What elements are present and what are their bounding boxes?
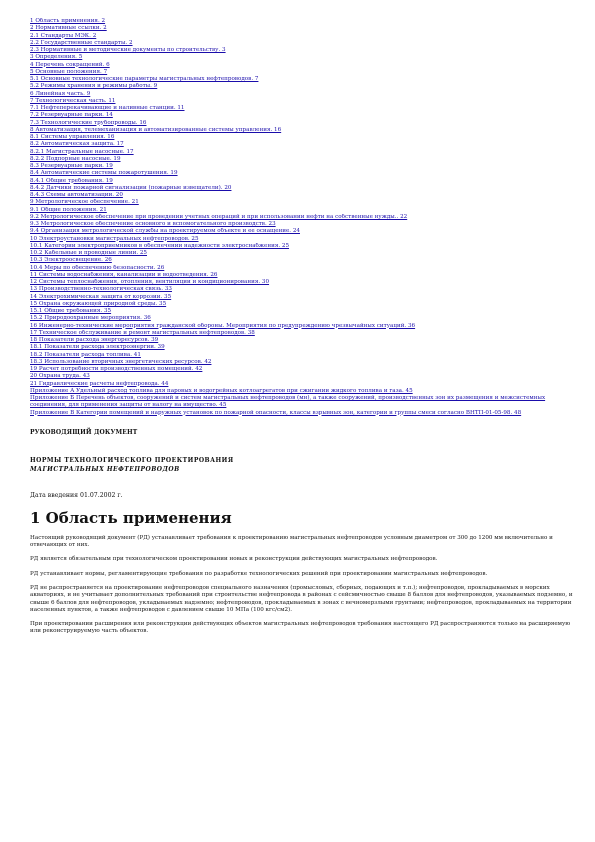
toc-item	[30, 257, 575, 264]
toc-item	[30, 272, 575, 279]
toc-link[interactable]: 2.2 Государственные стандарты. 2	[30, 39, 133, 46]
toc-item	[30, 105, 575, 112]
toc-item	[30, 323, 575, 330]
paragraph: Настоящий руководящий документ (РД) устанавливает требования к проектированию магистральных нефтепроводов условным диаметром от 300 до 1200 мм включительно и отвечающих от них.	[30, 534, 553, 549]
toc-item	[30, 315, 575, 322]
toc-link[interactable]: 8.4.3 Схемы автоматизации. 20	[30, 192, 123, 198]
toc-item	[30, 286, 575, 293]
toc-link[interactable]: 9.4 Организация метрологической службы на проектируемом объекте и ее оснащение. 24	[30, 228, 300, 235]
paragraph: РД не распространяется на проектирование нефтепроводов специального назначения (промысловых, сборных, подающих и т.п.); нефтепроводов, прокладываемых в морских акваториях, и не учитывает дополнительных требований при строительстве нефтепровода в районах с сейсмичностью свыше 8 баллов для нефтепроводов, указываемых подземно, и свыше 6 баллов для нефтепроводов, укладываемых надземно; нефтепроводов, прокладываемых в зонах с вечномерзлыми грунтами; нефтепроводов, прокладываемых на территории населенных пунктов, а также нефтепроводов с давлением свыше 10 МПа (100 кгс/см2).	[30, 584, 573, 613]
toc-link[interactable]: 21 Гидравлические расчеты нефтепровода. 44	[30, 380, 169, 387]
toc-item	[30, 236, 575, 243]
paragraph: При проектировании расширения или реконструкции действующих объектов магистральных нефтепроводов требования настоящего РД распространяются только на расширяемую или реконструируемую часть объектов.	[30, 621, 571, 635]
toc-link[interactable]: 10 Электроустановки магистральных нефтепроводов. 25	[30, 235, 199, 242]
toc-item	[30, 265, 575, 272]
toc-link[interactable]: 12 Системы теплоснабжения, отопления, вентиляции и кондиционирования. 30	[30, 279, 270, 285]
toc-item	[30, 33, 575, 40]
toc-item	[30, 373, 575, 380]
toc-link[interactable]: 8.4.1 Общие требования. 19	[30, 177, 113, 184]
paragraph: РД устанавливает нормы, регламентирующие требования по разработке технологических решений при проектировании магистральных нефтепроводов.	[30, 570, 488, 577]
toc-item	[30, 352, 575, 359]
toc-link[interactable]: 14 Электрохимическая защита от коррозии. 35	[30, 293, 172, 300]
table-of-contents	[30, 18, 575, 417]
toc-link[interactable]: Приложение Б Перечень объектов, сооружений и систем магистральных нефтепроводов (мн), а также сооружений, производственных зон их размещения и межсистемных соединения, для применения защиты от налогу на имущество. 45	[30, 395, 546, 409]
toc-item	[30, 388, 575, 395]
toc-item	[30, 76, 575, 83]
section-heading: 1 Область применения	[30, 508, 232, 527]
toc-link[interactable]: 18.1 Показатели расхода электроэнергии. 39	[30, 344, 165, 351]
toc-link[interactable]: Приложение А Удельный расход топлива для паровых и водогрейных котлоагрегатов при сжигании жидкого топлива и газа. 45	[30, 387, 413, 394]
toc-link[interactable]: 9.1 Общие положения. 21	[30, 206, 107, 213]
toc-item	[30, 221, 575, 228]
toc-item	[30, 344, 575, 351]
toc-link[interactable]: 8.3 Резервуарные парки. 19	[30, 163, 113, 169]
toc-item	[30, 83, 575, 90]
toc-item	[30, 149, 575, 156]
toc-link[interactable]: 7.2 Резервуарные парки. 14	[30, 112, 113, 119]
toc-link[interactable]: 8.1 Системы управления. 16	[30, 134, 115, 140]
document-title	[30, 456, 575, 474]
toc-item	[30, 62, 575, 69]
toc-item	[30, 163, 575, 170]
toc-item	[30, 301, 575, 308]
toc-link[interactable]: 10.1 Категории электроприемников в обеспечении надежности электроснабжения. 25	[30, 242, 290, 249]
toc-item	[30, 54, 575, 61]
toc-link[interactable]: 15 Охрана окружающей природной среды. 35	[30, 300, 167, 307]
toc-item	[30, 134, 575, 141]
toc-item	[30, 199, 575, 206]
toc-link[interactable]: 18.3 Использование вторичных энергетических ресурсов. 42	[30, 358, 212, 365]
document-title-line-2: МАГИСТРАЛЬНЫХ НЕФТЕПРОВОДОВ	[30, 465, 180, 473]
toc-link[interactable]: 18.2 Показатели расхода топлива. 41	[30, 351, 141, 358]
toc-link[interactable]: 5.2 Режимы хранения и режимы работы. 9	[30, 83, 158, 90]
toc-link[interactable]: 3 Определения. 5	[30, 54, 83, 61]
toc-item	[30, 192, 575, 199]
toc-link[interactable]: 5.1 Основные технологические параметры магистральных нефтепроводов. 7	[30, 76, 259, 82]
toc-item	[30, 127, 575, 134]
document-page	[30, 18, 575, 643]
toc-link[interactable]: 2 Нормативные ссылки. 2	[30, 25, 107, 32]
toc-link[interactable]: 5 Основные положения. 7	[30, 68, 108, 75]
toc-item	[30, 120, 575, 127]
toc-item	[30, 170, 575, 177]
toc-item	[30, 18, 575, 25]
toc-link[interactable]: 9 Метрологическое обеспечение. 21	[30, 199, 139, 206]
toc-link[interactable]: 2.3 Нормативные и методические документы по строительству. 3	[30, 47, 226, 53]
toc-link[interactable]: 4 Перечень сокращений. 6	[30, 61, 110, 68]
toc-item	[30, 141, 575, 148]
toc-link[interactable]: 19 Расчет потребности производственных помещений. 42	[30, 366, 203, 372]
toc-item	[30, 91, 575, 98]
toc-link[interactable]: Приложение В Категории помещений и наружных установок по пожарной опасности, классы взрывных зон, категории и группы смеси согласно ВНТП-01-05-98. 48	[30, 409, 522, 416]
toc-link[interactable]: 17 Техническое обслуживание и ремонт магистральных нефтепроводов. 38	[30, 329, 255, 336]
toc-link[interactable]: 8.2.1 Магистральные насосные. 17	[30, 148, 134, 155]
toc-item	[30, 207, 575, 214]
toc-link[interactable]: 16 Инженерно-технические мероприятия гражданской обороны. Мероприятия по предупреждению чрезвычайных ситуаций. 36	[30, 322, 416, 329]
toc-link[interactable]: 8.4.2 Датчики пожарной сигнализации (пожарные извещатели). 20	[30, 184, 232, 191]
toc-link[interactable]: 10.4 Меры по обеспечению безопасности. 26	[30, 264, 165, 271]
toc-link[interactable]: 11 Системы водоснабжения, канализации и водоотведения. 26	[30, 271, 218, 278]
toc-item	[30, 69, 575, 76]
toc-item	[30, 25, 575, 32]
toc-item	[30, 112, 575, 119]
toc-link[interactable]: 18 Показатели расхода энергоресурсов. 39	[30, 337, 159, 343]
toc-item	[30, 40, 575, 47]
toc-item	[30, 228, 575, 235]
toc-link[interactable]: 8.4 Автоматические системы пожаротушения. 19	[30, 170, 178, 177]
section-body	[30, 535, 575, 636]
toc-item	[30, 185, 575, 192]
toc-link[interactable]: 8 Автоматизация, телемеханизация и автоматизированные системы управления. 16	[30, 126, 282, 133]
toc-item	[30, 395, 575, 410]
toc-link[interactable]: 13 Производственно-технологическая связь. 33	[30, 286, 172, 293]
toc-link[interactable]: 2.1 Стандарты МЭК. 2	[30, 32, 97, 39]
toc-link[interactable]: 7 Технологическая часть. 11	[30, 97, 116, 104]
toc-item	[30, 410, 575, 417]
toc-link[interactable]: 8.2.2 Подпорные насосные. 19	[30, 155, 121, 162]
toc-item	[30, 279, 575, 286]
document-kind: РУКОВОДЯЩИЙ ДОКУМЕНТ	[30, 428, 138, 436]
toc-link[interactable]: 9.2 Метрологическое обеспечение при проведении учетных операций и при использовании нефти на собственные нужды.. 22	[30, 213, 408, 220]
toc-item	[30, 359, 575, 366]
document-title-line-1: НОРМЫ ТЕХНОЛОГИЧЕСКОГО ПРОЕКТИРОВАНИЯ	[30, 456, 234, 464]
toc-link[interactable]: 7.1 Нефтеперекачивающие и наливные станции. 11	[30, 105, 185, 111]
toc-item	[30, 243, 575, 250]
toc-item	[30, 381, 575, 388]
toc-link[interactable]: 9.3 Метрологическое обеспечение основного и вспомогательного производств. 23	[30, 221, 276, 227]
toc-link[interactable]: 10.2 Кабельные и проводные линии. 25	[30, 250, 147, 256]
toc-item	[30, 366, 575, 373]
toc-item	[30, 178, 575, 185]
toc-item	[30, 308, 575, 315]
toc-link[interactable]: 10.3 Электроосвещение. 26	[30, 257, 112, 264]
toc-link[interactable]: 6 Линейная часть. 9	[30, 90, 91, 97]
toc-link[interactable]: 15.2 Природоохранные мероприятия. 36	[30, 315, 151, 322]
toc-link[interactable]: 8.2 Автоматическая защита. 17	[30, 141, 124, 148]
paragraph: РД является обязательным при технологическом проектировании новых и реконструкции действующих магистральных нефтепроводов.	[30, 556, 438, 563]
toc-item	[30, 250, 575, 257]
toc-item	[30, 337, 575, 344]
toc-item	[30, 214, 575, 221]
toc-link[interactable]: 7.3 Технологические трубопроводы. 16	[30, 119, 147, 126]
toc-item	[30, 294, 575, 301]
toc-link[interactable]: 15.1 Общие требования. 35	[30, 308, 112, 314]
toc-item	[30, 98, 575, 105]
introduction-date: Дата введения 01.07.2002 г.	[30, 491, 123, 499]
toc-link[interactable]: 1 Область применения. 2	[30, 18, 106, 24]
toc-item	[30, 156, 575, 163]
toc-link[interactable]: 20 Охрана труда. 43	[30, 373, 90, 380]
toc-item	[30, 47, 575, 54]
toc-item	[30, 330, 575, 337]
